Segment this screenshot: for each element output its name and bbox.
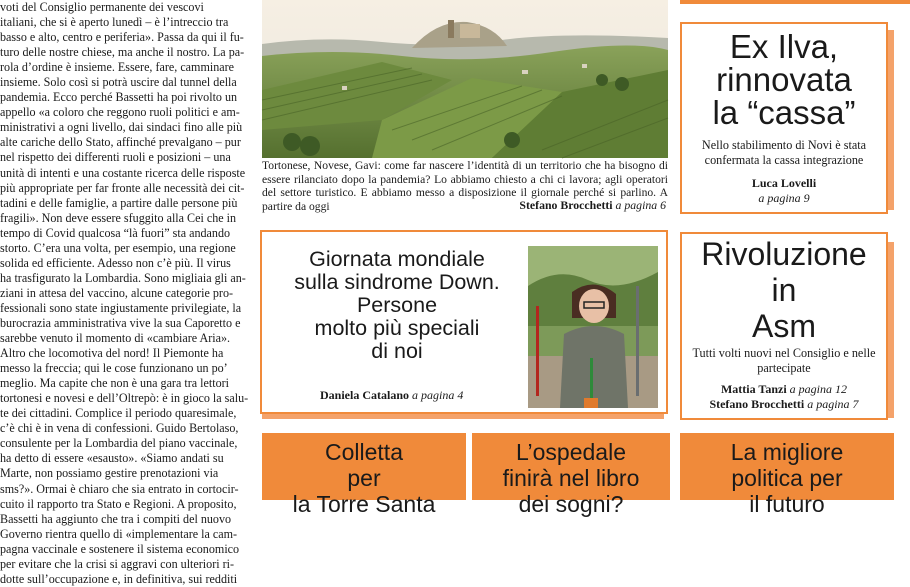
- ilva-author[interactable]: Luca Lovelli: [751, 176, 817, 190]
- column-line: turo delle nostre chiese, ma anche il nostro. La pa-: [0, 45, 245, 60]
- column-line: sms?». Ormai è chiaro che sia entrato in cortocir-: [0, 481, 239, 496]
- column-line: sarebbe venuto il momento di «cambiare Aria».: [0, 331, 231, 346]
- down-page-ref[interactable]: a pagina 4: [412, 388, 464, 402]
- column-line: più appropriate per far fronte alle necessità dei cit-: [0, 180, 245, 195]
- column-line: unità di intenti e una costante ricerca delle risposte: [0, 165, 246, 180]
- column-line: cuito il rapporto tra Stato e Regioni. A proposito,: [0, 496, 237, 511]
- column-line: rola d’ordine è insieme. Essere, fare, camminare: [0, 60, 235, 75]
- column-line: burocrazia amministrativa vive la sua Caporetto e: [0, 315, 241, 330]
- caption-author[interactable]: Stefano Brocchetti: [519, 198, 613, 212]
- top-accent-bar: [680, 0, 910, 4]
- column-line: storto. C’era una volta, per esempio, una regione: [0, 240, 236, 255]
- asm-page-ref-2[interactable]: a pagina 7: [807, 397, 859, 411]
- column-line: Marte, non possiamo gestire prenotazioni via: [0, 466, 219, 481]
- asm-headline[interactable]: Rivoluzione in Asm: [701, 236, 867, 344]
- landscape-photo: [262, 0, 668, 158]
- asm-page-ref-1[interactable]: a pagina 12: [789, 382, 847, 396]
- editorial-column: [0, 0, 254, 586]
- column-line: per evitare che la crisi si aggravi con ulteriori ri-: [0, 556, 235, 571]
- box-asm[interactable]: [680, 232, 888, 420]
- politica-headline[interactable]: La migliore politica per il futuro: [730, 439, 844, 517]
- bottom-box-colletta[interactable]: [262, 433, 466, 517]
- column-line: messo la freccia; qui le cose funzionano un po’: [0, 361, 228, 376]
- column-line: fragili». Non deve essere sfuggito alla Cei che in: [0, 210, 237, 225]
- column-line: tortonesi e novesi e dell’Oltrepò: è in gioco la salu-: [0, 391, 249, 406]
- photo-caption: [262, 159, 668, 213]
- column-line: pandemia. Ecco perché Bassetti ha poi rivolto un: [0, 90, 238, 105]
- girl-photo: [528, 246, 658, 408]
- column-line: Altro che locomotiva del nord! Il Piemonte ha: [0, 346, 224, 361]
- column-line: c’è chi è in vena di confessioni. Guido Bertolaso,: [0, 421, 239, 436]
- asm-author-1[interactable]: Mattia Tanzi: [720, 382, 787, 396]
- box-sindrome-down[interactable]: [260, 230, 668, 414]
- column-line: nel rispetto dei differenti ruoli e posizioni – una: [0, 150, 231, 165]
- caption-text: Tortonese, Novese, Gavi: come far nascere l’identità di un territorio che ha bisogno di essere rilanciato dopo la pandemia? Lo abbiamo chiesto a chi ci lavora; agli operatori del settore turistico. E abbiamo messo a disposizione il giornale perché si parlino. A partire da oggi: [262, 159, 668, 213]
- ospedale-headline[interactable]: L’ospedale finirà nel libro dei sogni?: [502, 439, 640, 517]
- column-line: voti del Consiglio permanente dei vescovi: [0, 0, 204, 14]
- column-line: Bassetti ha aggiunto che tra i compiti del nuovo: [0, 511, 232, 526]
- column-line: dotte sull’occupazione e, in definitiva, sui redditi: [0, 571, 238, 586]
- bottom-box-ospedale[interactable]: [472, 433, 670, 517]
- caption-byline: [519, 199, 666, 213]
- column-line: insieme. Solo così si potrà uscire dal tunnel della: [0, 75, 237, 90]
- bottom-box-politica[interactable]: [680, 433, 894, 517]
- column-line: Governo rientra quello di «implementare la cam-: [0, 526, 238, 541]
- column-line: consulente per la Lombardia del piano vaccinale,: [0, 436, 238, 451]
- column-line: te dei cittadini. Complice il periodo quaresimale,: [0, 406, 237, 421]
- column-line: ziani in attesa del vaccino, alcune categorie pro-: [0, 285, 234, 300]
- column-line: fessionali sono state ingiustamente privilegiate, la: [0, 300, 242, 315]
- down-headline[interactable]: Giornata mondiale sulla sindrome Down. Persone molto più speciali di noi: [294, 247, 500, 363]
- column-line: ha detto di essere «esausto». «Siamo andati su: [0, 451, 224, 466]
- column-line: italiani, che si è aperto lunedì – è l’intreccio tra: [0, 15, 229, 30]
- column-line: ministrativi a ogni livello, dai sindaci fino alle più: [0, 120, 243, 135]
- ilva-page-ref[interactable]: a pagina 9: [758, 191, 810, 205]
- column-line: tadini e delle famiglie, a partire dalle persone più: [0, 195, 238, 210]
- column-line: alte cariche dello Stato, affinché prevalgano – pur: [0, 135, 241, 150]
- column-line: ha trasfigurato la Lombardia. Sono migliaia gli an-: [0, 270, 246, 285]
- column-line: solida ed efficiente. Adesso non c’è più. Il virus: [0, 255, 231, 270]
- down-author[interactable]: Daniela Catalano: [320, 388, 410, 402]
- ilva-headline[interactable]: Ex Ilva, rinnovata la “cassa”: [712, 28, 856, 131]
- down-byline: [320, 388, 463, 403]
- column-line: appello «a coloro che reggono ruoli politici e am-: [0, 105, 240, 120]
- column-line: meglio. Ma capite che non è una gara tra lettori: [0, 376, 230, 391]
- column-line: basso e alto, centro e periferia». Passa da qui il fu-: [0, 30, 244, 45]
- box-ex-ilva[interactable]: [680, 22, 888, 214]
- ilva-byline: [682, 176, 886, 206]
- caption-page-ref[interactable]: a pagina 6: [615, 198, 666, 212]
- asm-author-2[interactable]: Stefano Brocchetti: [709, 397, 805, 411]
- asm-bylines: [682, 382, 886, 412]
- asm-subtitle: Tutti volti nuovi nel Consiglio e nelle partecipate: [692, 346, 876, 375]
- colletta-headline[interactable]: Colletta per la Torre Santa: [292, 439, 436, 517]
- ilva-subtitle: Nello stabilimento di Novi è stata confermata la cassa integrazione: [701, 138, 867, 167]
- column-line: tempo di Covid qualcosa “là fuori” sta andando: [0, 225, 231, 240]
- column-line: pagna vaccinale e sostenere il sistema economico: [0, 541, 240, 556]
